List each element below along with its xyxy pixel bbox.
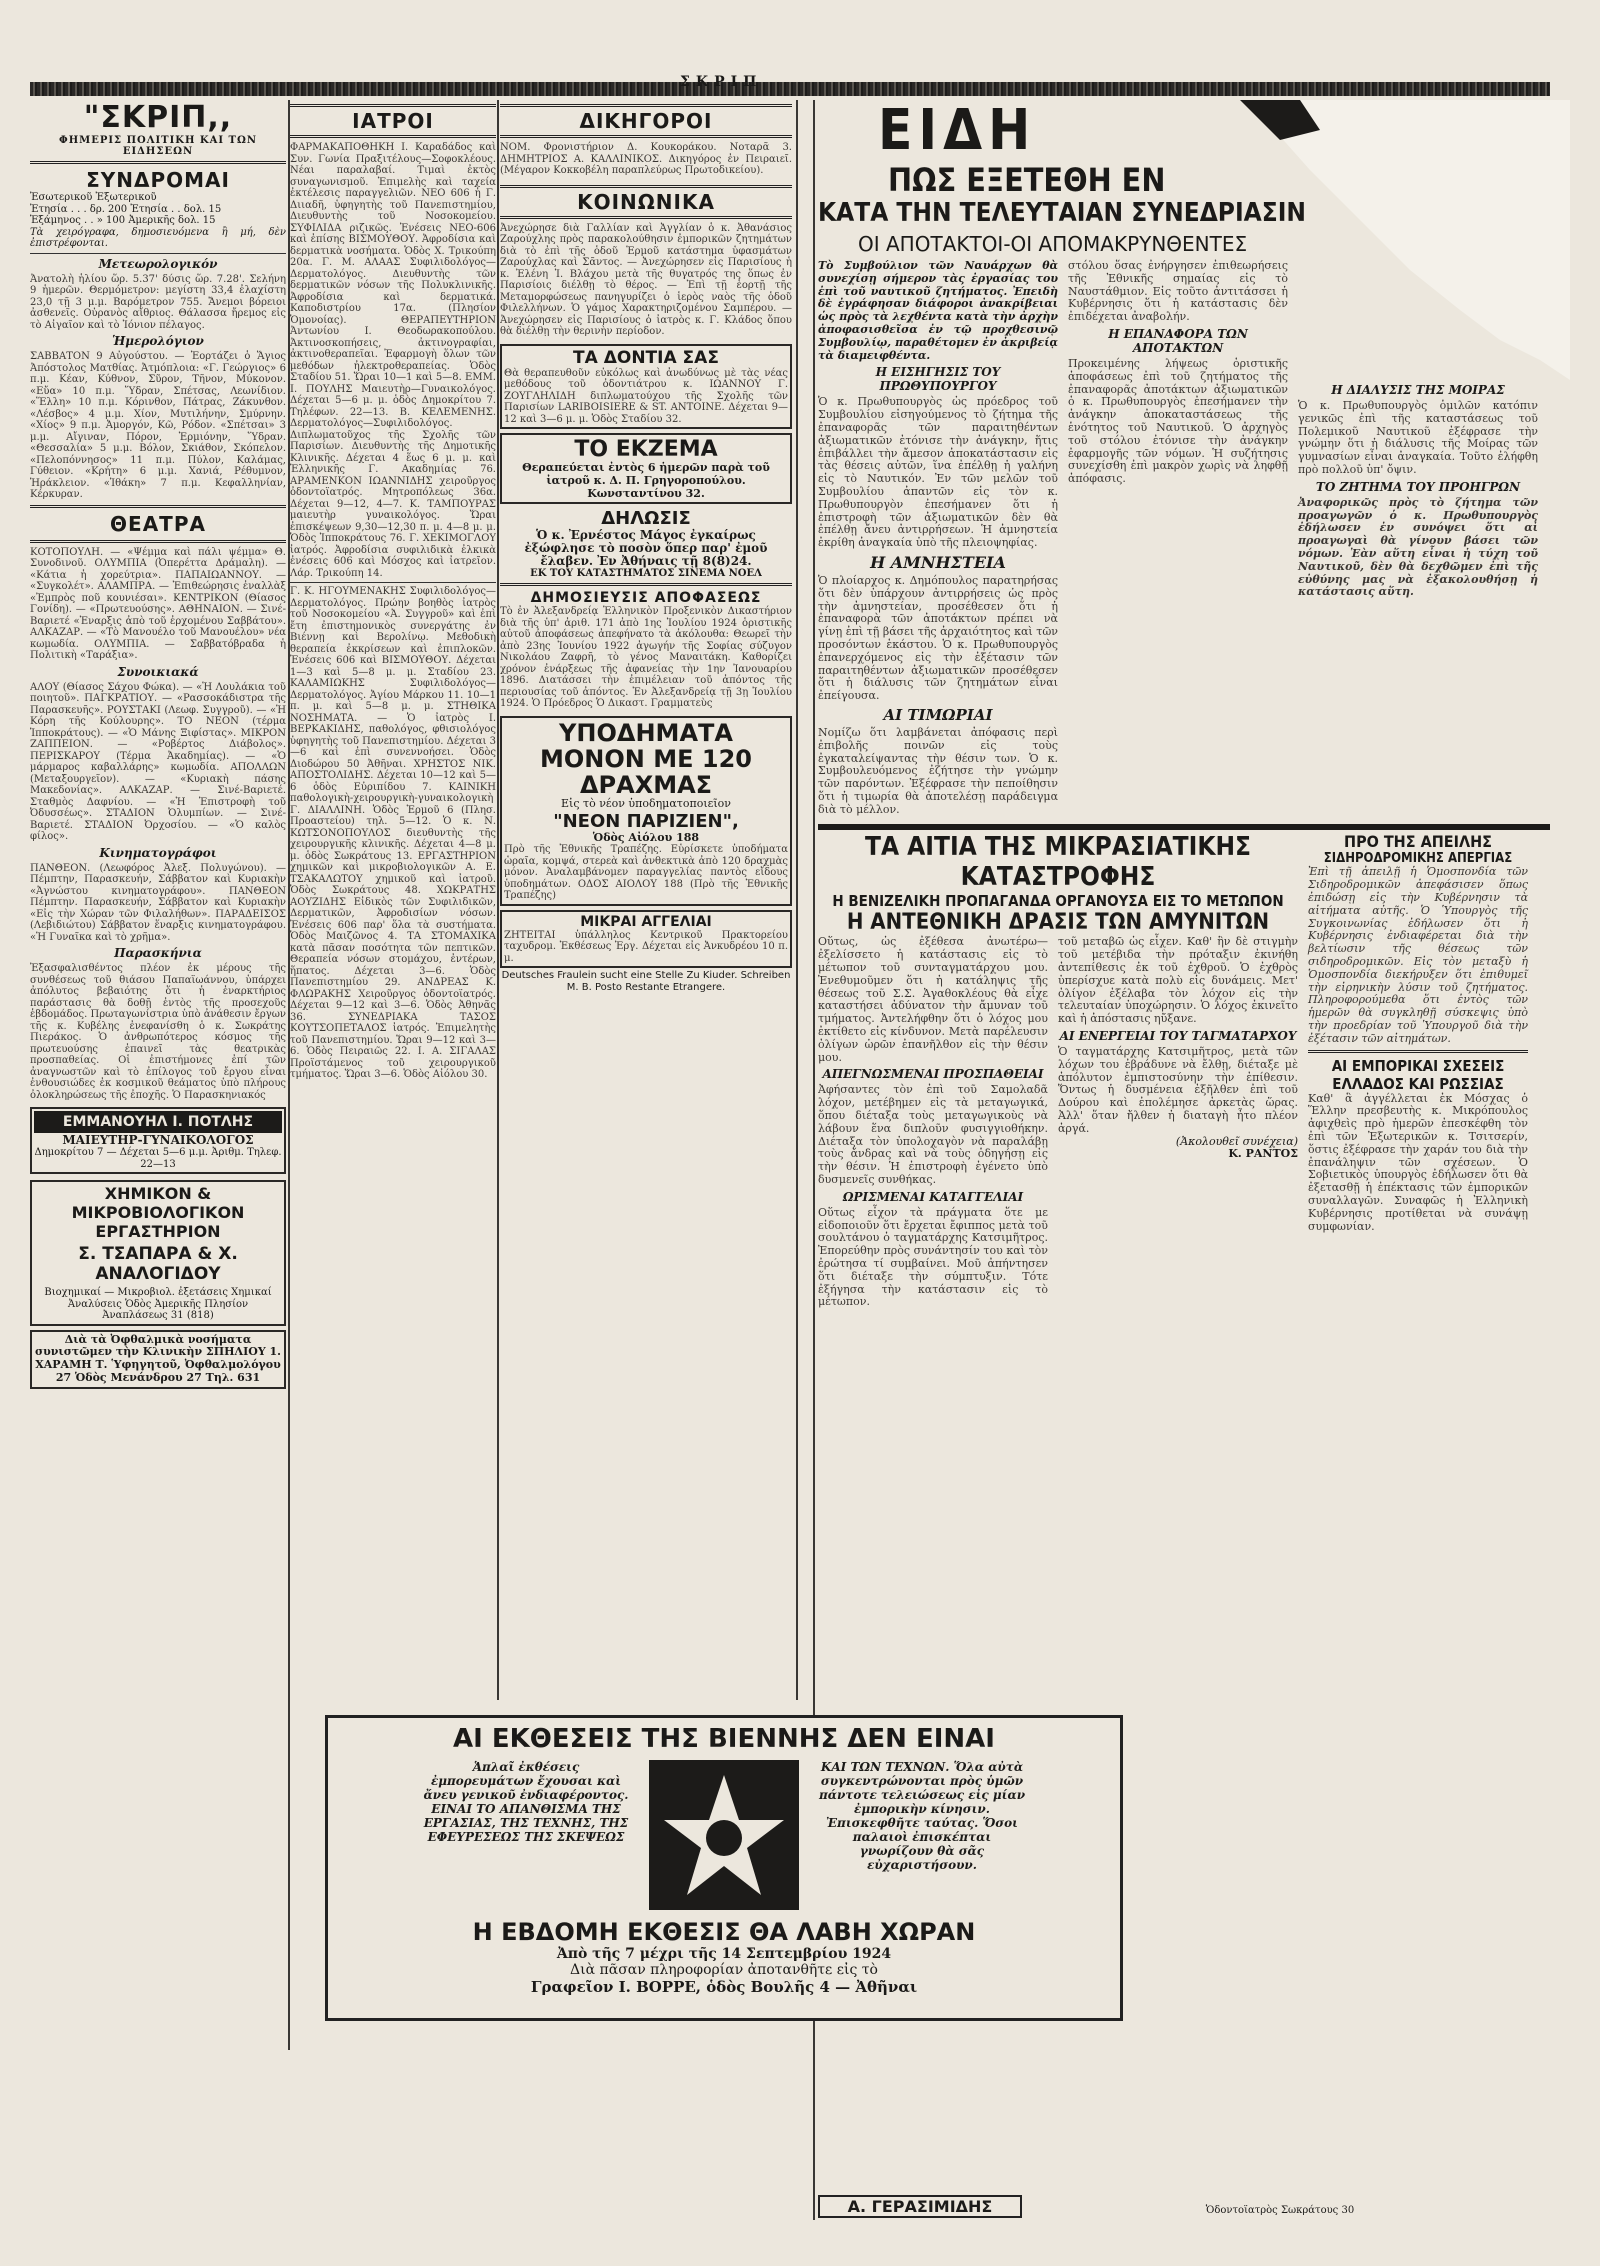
shoes-store: "ΝΕΟΝ ΠΑΡΙΖΙΕΝ", bbox=[553, 810, 739, 832]
rail-title: ΠΡΟ ΤΗΣ ΑΠΕΙΛΗΣ bbox=[1344, 832, 1492, 852]
subscriptions-line: Ἐτησία . . . δρ. 200 Ἐτησία . . δολ. 15 bbox=[30, 203, 222, 215]
column-rule bbox=[497, 100, 499, 1700]
vienna-emblem-icon bbox=[649, 1760, 799, 1910]
lawyers-text: ΝΟΜ. Φρονιστήριον Δ. Κουκοράκου. Νοταρᾶ 3. ΔΗΜΗΤΡΙΟΣ Α. ΚΑΛΛΙΝΙΚΟΣ. Δικηγόρος ἐν Πειραιεῖ. (Μέγαρον Κοκκοβέλη παραπλεύρως Πρωτοδικείου). bbox=[500, 142, 792, 176]
divider bbox=[30, 540, 286, 543]
commerce-title: ΑΙ ΕΜΠΟΡΙΚΑΙ ΣΧΕΣΕΙΣ ΕΛΛΑΔΟΣ ΚΑΙ ΡΩΣΣΙΑΣ bbox=[1331, 1056, 1505, 1093]
backstage-text: Ἐξασφαλισθέντος πλέον ἐκ μέρους τῆς συνθέσεως τοῦ θιάσου Παπαϊωάννου, ὑπάρχει ἀπόλυτος βεβαιότης ὅτι ἡ ἐναρκτήριος παράστασις θὰ δοθῇ ἐντὸς τῆς προσεχοῦς ἑβδομάδος. Πρωταγωνίστρια ὑπὸ ἀνάθεσιν ἔργων τῆς κ. Κυβέλης ἐνεφανίσθη ὁ κ. Σωκράτης Πιεράκος. Ὁ ἀνθρωπότερος κόσμος τῆς πρωτευούσης ἐπαινεῖ τὰς θεατρικὰς προσπαθείας. Οἱ ἐπιστήμονες ἐπί τῶν ἀναγνωστῶν καὶ τὸ ἐπίλογος τοῦ ἔργου εἶναι ἐνθουσιώδες ἐκ κοσμικοῦ θεάματος ὑπὸ πλήρους ὀλοκληρώσεως τῆς ἐποχῆς. Ὁ Παρασκηνιακός bbox=[30, 963, 286, 1101]
publication-title: ΔΗΜΟΣΙΕΥΣΙΣ ΑΠΟΦΑΣΕΩΣ bbox=[530, 590, 762, 607]
column-rule bbox=[796, 100, 798, 1700]
backstage-title: Παρασκήνια bbox=[114, 946, 202, 960]
vienna-body bbox=[328, 1760, 1120, 1910]
subhead-7: ΑΙ ΕΝΕΡΓΕΙΑΙ ΤΟΥ ΤΑΓΜΑΤΑΡΧΟΥ bbox=[1059, 1029, 1297, 1044]
lab-ad bbox=[30, 1180, 286, 1326]
cinema-title: Κινηματογράφοι bbox=[99, 845, 217, 860]
catastrophe-article bbox=[818, 832, 1298, 1309]
theatre-text: ΚΟΤΟΠΟΥΛΗ. — «Ψέμμα καὶ πάλι ψέμμα» Θ. Συνοδινοῦ. ΟΛΥΜΠΙΑ (Ὀπερέττα Δράμαλη). — «Κάτια ἡ χορεύτρια». ΠΑΠΑΙΩΑΝΝΟΥ. — «Συγκολέτ». ΑΛΑΜΠΡΑ. — Ἐπιθεώρησις ἐναλλὰξ «Ἐμπρὸς ποῦ κουνιέσαι». ΚΕΝΤΡΙΚΟΝ (Θίασος Γονίδη). — «Πρωτευούσης». ΑΘΗΝΑΙΟΝ. — Σινέ-Βαριετέ «Ἐναρξις ἀπὸ τοῦ ἐρχομένου Σαββάτου». ΑΛΚΑΖΑΡ. — «Τὸ Μανουέλο τοῦ Μανουέλου» νέα κωμωδία. ΟΛΥΜΠΙΑ. — Σαββατόβραδα ἡ Πολιτικὴ «Ταράξια». bbox=[30, 546, 286, 661]
dentist-title: ΤΑ ΔΟΝΤΙΑ ΣΑΣ bbox=[573, 347, 719, 368]
running-title: ΣΚΡΙΠ bbox=[680, 74, 763, 90]
eczema-title: ΤΟ ΕΚΖΕΜΑ bbox=[574, 437, 718, 462]
society-text: Ἀνεχώρησε διὰ Γαλλίαν καὶ Ἀγγλίαν ὁ κ. Ἀθανάσιος Ζαρούχλης πρὸς παρακολούθησιν ἐμπορικῶν ζητημάτων διὰ τὸ ἐπὶ τῆς ὁδοῦ Ἑρμοῦ κατάστημα ὑφασμάτων Ζαρούχλας καὶ Σᾶντος. — Ἀνεχώρησεν εἰς Παρισίους ἡ κ. Ἐλένη Ἰ. Βλάχου μετὰ τῆς θυγατρός της ὅπως ἐν Παρισίοις διέλθῃ τὸ θέρος. — Ἐπὶ τῇ ἑορτῇ τῆς Μεταμορφώσεως πανηγυρίζει ὁ ἱερὸς ναὸς τῆς ὁδοῦ Φιλελλήνων. Ὁ γάμος Χαρακτηριζομένου Σαμπέρου. — Ἀνεχώρησεν εἰς Παρισίους ὁ ἰατρὸς κ. Γ. Κλάδος ὅπου θὰ διέλθῃ τὴν θερινὴν περίοδον. bbox=[500, 222, 792, 337]
divider bbox=[30, 161, 286, 164]
lab-text: Βιοχημικαί — Μικροβιολ. ἐξετάσεις Χημικαί Ἀναλύσεις Ὁδὸς Ἀμερικῆς Πλησίον Ἀναπλάσεως 31 (818) bbox=[44, 1287, 272, 1321]
headline-main: ΕΙΔΗ bbox=[878, 100, 1037, 163]
german-notice: Deutsches Fraulein sucht eine Stelle Zu Kiuder. Schreiben M. B. Posto Restante Etrangere. bbox=[501, 970, 791, 993]
fair-title: Η ΕΒΔΟΜΗ ΕΚΘΕΣΙΣ ΘΑ ΛΑΒΗ ΧΩΡΑΝ bbox=[472, 1918, 976, 1946]
vienna-fair-ad bbox=[325, 1715, 1123, 2021]
page-top-rule bbox=[30, 82, 1550, 96]
subhead-3: ΑΙ ΤΙΜΩΡΙΑΙ bbox=[883, 705, 993, 724]
news-column-a bbox=[818, 260, 1058, 816]
fair-office: Γραφεῖον Ι. ΒΟΡΡΕ, ὁδὸς Βουλῆς 4 — Ἀθῆναι bbox=[530, 1978, 918, 1996]
subhead-5: ΑΠΕΓΝΩΣΜΕΝΑΙ ΠΡΟΣΠΑΘΕΙΑΙ bbox=[822, 1067, 1044, 1082]
potles-address: Δημοκρίτου 7 — Δέχεται 5—6 μ.μ. Ἀριθμ. Τηλεφ. 22—13 bbox=[34, 1147, 282, 1170]
lead-text: Τὸ Συμβούλιον τῶν Ναυάρχων θὰ συνεχίσῃ σήμερον τὰς ἐργασίας του ἐπὶ τοῦ ναυτικοῦ ζητήματος. Ἐπειδὴ δὲ ἐγράφησαν διάφοροι ἀνακρίβειαι ὡς πρὸς τὰ λεχθέντα κατὰ τὴν ἀρχὴν ἀποφασισθεῖσα ἐν τῷ προχθεσινῷ Συμβουλίῳ, παραθέτομεν ἐν ἀκριβείᾳ τὰ διαμειφθέντα. bbox=[818, 259, 1058, 362]
continued-text: στόλου ὅσας ἐνήργησεν ἐπιθεωρήσεις τῆς Ἐθνικῆς σημαίας εἰς τὸ Ναυστάθμιον. Εἰς τοῦτο ἀντιτάσσει ἡ Κυβέρνησις ὅτι ἡ κατάστασις δὲν ἐπιδέχεται ἀναβολήν. bbox=[1068, 259, 1288, 324]
headline-3: ΚΑΤΑ ΤΗΝ ΤΕΛΕΥΤΑΙΑΝ ΣΥΝΕΔΡΙΑΣΙΝ bbox=[818, 198, 1306, 228]
author-signature: Κ. ΡΑΝΤΟΣ bbox=[1228, 1147, 1298, 1161]
doctor-ad-potles bbox=[30, 1107, 286, 1174]
shoes-text: Εἰς τὸ νέον ὑποδηματοποιεῖον bbox=[561, 796, 731, 810]
dentist-ad bbox=[500, 344, 792, 430]
declaration-title: ΔΗΛΩΣΙΣ bbox=[601, 508, 691, 530]
suburban-title: Συνοικιακά bbox=[117, 664, 199, 679]
vienna-right-text: ΚΑΙ ΤΩΝ ΤΕΧΝΩΝ. Ὅλα αὐτὰ συγκεντρώνονται πρὸς ὑμῶν πάντοτε τελειώσεως εἰς μίαν ἐμπορικὴν κίνησιν. Ἐπισκεφθῆτε ταύτας. Ὅσοι παλαιοὶ ἐπισκέπται γνωρίζουν θὰ σᾶς εὐχαριστήσουν. bbox=[818, 1760, 1026, 1872]
calendar-text: ΣΑΒΒΑΤΟΝ 9 Αὐγούστου. — Ἑορτάζει ὁ Ἅγιος Ἀπόστολος Ματθίας. Ἀτμόπλοια: «Γ. Γεώργιος» 6 π.μ. Κέαν, Κύθνον, Σῦρον, Τῆνον, Μύκονον. «Εὔα» 10 π.μ. Ὕδραν, Σπέτσας, Λεωνίδιον. «Ἕλλη» 10 π.μ. Κόρινθον, Πάτρας, Ζάκυνθον. «Λέσβος» 4 μ.μ. Χίον, Μυτιλήνην, Σμύρνην. «Χίος» 9 π.μ. Ἀμοργόν, Κῶ, Ρόδον. «Σπέτσαι» 3 μ.μ. Αἴγιναν, Πόρον, Ἑρμιόνην, Ὕδραν. «Θεσσαλία» 5 μ.μ. Βόλον, Σκιάθον, Σκόπελον. «Πελοπόννησος» 11 π.μ. Πύλον, Καλάμας, Γύθειον. «Κρήτη» 6 μ.μ. Χανιά, Ρέθυμνον, Ἡράκλειον. «Ἰθάκη» 7 π.μ. Κεφαλληνίαν, Κέρκυραν. bbox=[30, 351, 286, 500]
eczema-ad bbox=[500, 433, 792, 504]
potles-name: ΕΜΜΑΝΟΥΗΛ Ι. ΠΟΤΛΗΣ bbox=[34, 1111, 282, 1133]
vienna-title: ΑΙ ΕΚΘΕΣΕΙΣ ΤΗΣ ΒΙΕΝΝΗΣ ΔΕΝ ΕΙΝΑΙ bbox=[453, 1724, 995, 1754]
dentist-signature-name: Α. ΓΕΡΑΣΙΜΙΔΗΣ bbox=[847, 2197, 993, 2216]
masthead: "ΣΚΡΙΠ,, bbox=[83, 100, 233, 135]
divider bbox=[500, 583, 792, 586]
subscriptions-title: ΣΥΝΔΡΟΜΑΙ bbox=[86, 168, 230, 192]
torn-paper-area bbox=[1240, 100, 1570, 380]
subhead-6-text: Οὕτως εἶχον τὰ πράγματα ὅτε με εἰδοποιοῦν ὅτι ἔρχεται ἔφιππος μετὰ τοῦ σουλτάνου ὁ ταγματάρχης Κατσιμῆτρος. Ἐπορεύθην πρὸς συνάντησίν του καὶ τὸν ἐρώτησα τί συμβαίνει. Μοῦ ἀπήντησεν ὅτι διέταξε τὴν σύμπτυξιν. Τότε ἐξήγησα τὴν κατάστασιν εἰς τὸ μέτωπον. bbox=[818, 1205, 1048, 1309]
subhead-4: Η ΕΠΑΝΑΦΟΡΑ ΤΩΝ ΑΠΟΤΑΚΤΩΝ bbox=[1108, 326, 1248, 355]
doctors-title: ΙΑΤΡΟΙ bbox=[290, 104, 496, 138]
subscriptions-line: Ἑξάμηνος . . » 100 Ἀμερικῆς δολ. 15 bbox=[30, 215, 216, 226]
doctors-text-2: Γ. Κ. ΗΓΟΥΜΕΝΑΚΗΣ Συφιλιδολόγος—Δερματολόγος. Πρώην βοηθὸς ἰατρὸς τοῦ Νοσοκομείου «Ἀ. Συγγροῦ» καὶ ἐπὶ ἔτη ἐπιστημονικὸς συνεργάτης ἐν Βιέννῃ καὶ Βερολίνῳ. Μεθοδικὴ θεραπεία ἐκκρίσεων καὶ ἐπιπλοκῶν. Ἐνέσεις 606 καὶ ΒΙΣΜΟΥΘΟΥ. Δέχεται 1—3 καὶ 5—8 μ. μ. Σταδίου 23. ΚΑΛΑΜΙΩΚΗΣ Συφιλιδολόγος—Δερματολόγος. Ἀγίου Μάρκου 11. 10—1 π. μ. καὶ 5—8 μ. μ. ΣΤΗΘΙΚΑ ΝΟΣΗΜΑΤΑ. — Ὁ ἰατρὸς Ι. ΒΕΡΚΑΚΙΔΗΣ, παθολόγος, φθισιολόγος ὑφηγητὴς τοῦ Πανεπιστημίου. Δέχεται 3—6 καὶ ἐπὶ συνεννοήσει. Ὁδὸς Διοδώρου 50 Ἀθῆναι. ΧΡΗΣΤΟΣ ΝΙΚ. ΑΠΟΣΤΟΛΙΔΗΣ. Δέχεται 10—12 καὶ 5—6 ὁδὸς Εὐριπίδου 7. ΚΑΙΝΙΚΗ παθολογικὴ-χειρουργικὴ-γυναικολογικὴ Γ. ΔΙΑΛΛΙΝΗ. Ὁδὸς Ἑρμοῦ 6 (Πλησ. Προαστείου) τηλ. 5—12. Ὁ κ. Ν. ΚΩΤΣΟΝΟΠΟΥΛΟΣ διευθυντὴς τῆς χειρουργικῆς κλινικῆς. Δέχεται 4—8 μ. μ. ὁδὸς Σωκράτους 13. ΕΡΓΑΣΤΗΡΙΟΝ χημικῶν καὶ μικροβιολογικῶν Α. Ε. ΤΣΑΚΑΛΩΤΟΥ χημικοῦ καὶ ἰατροῦ. Ὁδὸς Σωκράτους 48. ΧΩΚΡΑΤΗΣ ΑΟΥΖΙΔΗΣ Εἰδικὸς τῶν Συφιλιδικῶν, Δερματικῶν, Ἀφροδισίων νόσων. Ἐνέσεις 606 παρ' ὅλα τὰ συστήματα. Ὁδὸς Μαιζῶνος 4. ΤΑ ΣΤΟΜΑΧΙΚΑ κατὰ πᾶσαν ποσότητα τῶν πεπτικῶν. Θεραπεία νόσων στομάχου, ἐντέρων, ἥπατος. Δέχεται 3—6. Ὁδὸς Πανεπιστημίου 29. ΑΝΔΡΕΑΣ Κ. ΦΛΩΡΑΚΗΣ Χειροῦργος ὀδοντοϊατρός. Δέχεται 9—12 καὶ 3—6. Ὁδὸς Ἀθηνᾶς 36. ΣΥΝΕΔΡΙΑΚΑ ΤΑΣΟΣ ΚΟΥΤΣΟΠΕΤΑΛΟΣ ἰατρός. Ἐπιμελητὴς τοῦ Πανεπιστημίου. Ὥραι 9—12 καὶ 3—6. Ὁδὸς Πειραιῶς 22. Ι. Α. ΣΙΓΑΛΑΣ Προϊστάμενος τοῦ χειρουργικοῦ τμήματος. Ὥραι 3—6. Ὁδὸς Αἰόλου 30. bbox=[290, 586, 496, 1080]
masthead-sub: ΦΗΜΕΡΙΣ ΠΟΛΙΤΙΚΗ ΚΑΙ ΤΩΝ ΕΙΔΗΣΕΩΝ bbox=[58, 135, 258, 157]
subhead-3-text: Νομίζω ὅτι λαμβάνεται ἀπόφασις περὶ ἐπιβολῆς ποινῶν εἰς τοὺς ἐγκαταλείψαντας τὴν θέσιν των. Ὁ κ. Συμβουλευόμενος ἐζήτησε τὴν γνώμην τῶν παρόντων. Ἐξέφρασε τὴν πεποίθησιν ὅτι ἡ τιμωρία θὰ ἀποτελέσῃ παράδειγμα διὰ τὸ μέλλον. bbox=[818, 725, 1058, 816]
catastrophe-title: ΤΑ ΑΙΤΙΑ ΤΗΣ ΜΙΚΡΑΣΙΑΤΙΚΗΣ ΚΑΤΑΣΤΡΟΦΗΣ bbox=[864, 832, 1252, 893]
catastrophe-col-b bbox=[1058, 936, 1298, 1309]
shoes-text-2: Πρὸ τῆς Ἐθνικῆς Τραπέζης. Εὑρίσκετε ὑποδήματα ὡραῖα, κομψά, στερεὰ καὶ ἀνθεκτικὰ ἀπὸ 120 δραχμὰς μόνον. Ἀναλαμβάνομεν παραγγελίας παντὸς εἴδους ὑποδημάτων. ΟΔΟΣ ΑΙΟΛΟΥ 188 (Πρὸ τῆς Ἐθνικῆς Τραπέζης) bbox=[504, 844, 788, 902]
headline-4: ΟΙ ΑΠΟΤΑΚΤΟΙ-ΟΙ ΑΠΟΜΑΚΡΥΝΘΕΝΤΕΣ bbox=[858, 232, 1248, 256]
eye-clinic-ad bbox=[30, 1330, 286, 1389]
side-subhead-1: Η ΔΙΑΛΥΣΙΣ ΤΗΣ ΜΟΙΡΑΣ bbox=[1331, 383, 1505, 397]
theatre-title: ΘΕΑΤΡΑ bbox=[110, 511, 206, 536]
meteo-text: Ἀνατολὴ ἡλίου ὥρ. 5.37' δύσις ὥρ. 7.28'. Σελήνη 9 ἡμερῶν. Θερμόμετρον: μεγίστη 33,4 ἐλαχίστη 23,0 τῇ 3 μ.μ. Βαρόμετρον 755. Ἄνεμοι βόρειοι ἀσθενεῖς. Οὐρανὸς αἴθριος. Θάλασσα ἤρεμος εἰς τὸ Αἰγαῖον καὶ τὸ Ἰόνιον πέλαγος. bbox=[30, 273, 286, 331]
lab-title: ΧΗΜΙΚΟΝ & ΜΙΚΡΟΒΙΟΛΟΓΙΚΟΝ ΕΡΓΑΣΤΗΡΙΟΝ bbox=[71, 1184, 245, 1241]
dentist-signature-sub: Ὁδοντοϊατρὸς Σωκράτους 30 bbox=[1205, 2205, 1355, 2216]
subhead-2: Η ΑΜΝΗΣΤΕΙΑ bbox=[870, 552, 1006, 572]
calendar-title: Ἡμερολόγιον bbox=[112, 334, 204, 348]
dentist-text: Θὰ θεραπευθοῦν εὐκόλως καὶ ἀνωδύνως μὲ τὰς νέας μεθόδους τοῦ ὀδοντιάτρου κ. ΙΩΑΝΝΟΥ Γ. ΖΟΥΓΛΗΛΙΔΗ διπλωματούχου τῆς Σχολῆς τῶν Παρισίων LARIBOISIERE & ST. ANTOINE. Δέχεται 9—12 καὶ 3—6 μ. μ. Ὁδὸς Σταδίου 32. bbox=[504, 367, 788, 425]
catastrophe-text-b: τοῦ μεταβῶ ὡς εἶχεν. Καθ' ἣν δὲ στιγμὴν τοῦ μετέβιδα τὴν πρόταξιν ἐκινήθη ἀντεπίθεσις ἐκ τοῦ ἐχθροῦ. Ὁ ἐχθρὸς ὑπερίσχυε κατὰ πολὺ εἰς δυνάμεις. Μετ' ὀλίγον ἐξέλαβα τὸν λόχον εἰς τὴν τελευταίαν ὑποχώρησιν. Ὁ λόχος ἐκινεῖτο καὶ ἡ ἀπόστασις ηὔξανε. bbox=[1058, 935, 1298, 1026]
lab-names: Σ. ΤΣΑΠΑΡΑ & Χ. ΑΝΑΛΟΓΙΔΟΥ bbox=[78, 1244, 238, 1284]
declaration-text: Ὁ κ. Ἐρνέστος Μάγος ἐγκαίρως ἐξώφλησε τὸ ποσὸν ὅπερ παρ' ἐμοῦ ἔλαβεν. Ἐν Ἀθήναις τῇ 8(8)24. bbox=[524, 528, 768, 568]
divider bbox=[290, 582, 496, 583]
divider bbox=[30, 253, 286, 254]
declaration bbox=[500, 508, 792, 579]
dentist-signature-box bbox=[818, 2195, 1022, 2218]
headline-2: ΠΩΣ ΕΞΕΤΕΘΗ ΕΝ bbox=[888, 161, 1166, 199]
catastrophe-sub-2: Η ΑΝΤΕΘΝΙΚΗ ΔΡΑΣΙΣ ΤΩΝ ΑΜΥΝΙΤΩΝ bbox=[846, 910, 1270, 936]
side-subhead-2: ΤΟ ΖΗΤΗΜΑ ΤΟΥ ΠΡΟΗΓΡΩΝ bbox=[1315, 479, 1521, 494]
manuscript-notice: Τὰ χειρόγραφα, δημοσιευόμενα ἢ μή, δὲν ἐπιστρέφονται. bbox=[30, 226, 286, 249]
suburban-text: ΑΛΟΥ (Θίασος Σάχου Φώκα). — «Ἡ Λουλάκια τοῦ ποιητοῦ». ΠΑΓΚΡΑΤΙΟΥ. — «Ρασσοκάδιστρα τῆς Παρασκευῆς». ΡΟΥΣΤΑΚΙ (Λεωφ. Συγγροῦ). — «Ἡ Κόρη τῆς Κούλουρης». ΤΟ ΝΕΟΝ (τέρμα Ἱπποκράτους). — «Ὁ Μάνης Ξιφίστας». ΜΙΚΡΟΝ ΖΑΠΠΕΙΟΝ. — «Ροβέρτος Διάβολος». ΠΕΡΙΣΚΑΡΟΥ (Τέρμα Ἀκαδημίας). — «Ὁ μάρμαρος καβαλλάρης» κωμωδία. ΑΠΟΛΛΩΝ (Μεταξουργεῖον). — «Κυριακὴ πάσης Μακεδονίας». ΑΛΚΑΖΑΡ. — Σινέ-Βαριετέ. Σταθμὸς Δαφνίου. — «Ἡ Ἐπιστροφὴ τοῦ Ὀδυσσέως». ΣΤΑΔΙΟΝ Ὀλυμπίων. — Σινέ-Βαριετέ. ΣΤΑΔΙΟΝ Ὀρχοσίου. — «Ὁ καλὸς φίλος». bbox=[30, 681, 286, 842]
classifieds bbox=[500, 910, 792, 969]
divider bbox=[1308, 1050, 1528, 1053]
side-subhead-2-text: Ἀναφορικῶς πρὸς τὸ ζήτημα τῶν προαγωγῶν ὁ κ. Πρωθυπουργὸς ἐδήλωσεν ἐν συνόψει ὅτι αἱ προαγωγαὶ θὰ γίνουν βάσει τῶν νόμων. Ἐὰν αὕτη εἶναι ἡ τύχη τοῦ Ναυτικοῦ, δὲν θὰ δεχθῶμεν ἐπὶ τῆς εὐθύνης μας νὰ ἐξακολουθήσῃ ἡ κατάστασις αὕτη. bbox=[1298, 495, 1538, 599]
lower-section bbox=[818, 832, 1550, 1309]
side-subhead-1-text: Ὁ κ. Πρωθυπουργὸς ὁμιλῶν κατόπιν γενικῶς ἐπὶ τῆς καταστάσεως τοῦ Πολεμικοῦ Ναυτικοῦ ἐξέφρασε τὴν γνώμην ὅτι ἡ διάλυσις τῆς Μοίρας τῶν γυμνασίων εἶναι ἀναγκαία. Τοῦτο ἐλήφθη πρὸ πολλοῦ ὑπ' ὄψιν. bbox=[1298, 399, 1538, 476]
publication-text: Τὸ ἐν Ἀλεξανδρείᾳ Ἑλληνικὸν Προξενικὸν Δικαστήριον διὰ τῆς ὑπ' ἀριθ. 171 ἀπὸ 1ης Ἰουλίου 1924 ὁριστικῆς αὐτοῦ ἀποφάσεως ἀπεφήνατο τὰ ἀκόλουθα: Θεωρεῖ τὴν ἀπὸ 23ης Ἰουνίου 1922 ἀγωγήν τῆς Σοφίας σύζυγον Νικολάου Ζαφρῆ, τὸ γένος Μαναιτάκη. Καθορίζει χρόνον ἐνάρξεως τῆς ἀφανείας τὴν 1ην Ἰανουαρίου 1896. Διατάσσει τὴν ἐπιμέλειαν τοῦ ἀπόντος τῆς περιουσίας τοῦ ἀπόντος. Ἐν Ἀλεξανδρείᾳ τῇ 3ῃ Ἰουλίου 1924. Ὁ Πρόεδρος Ὁ Δικαστ. Γραμματεὺς bbox=[500, 606, 792, 710]
subhead-6: ΩΡΙΣΜΕΝΑΙ ΚΑΤΑΓΓΕΛΙΑΙ bbox=[842, 1189, 1024, 1204]
catastrophe-text: Οὕτως, ὡς ἐξέθεσα ἀνωτέρω—ἐξελίσσετο ἡ κατάστασις εἰς τὸ μέτωπον τοῦ συνταγματάρχου μου. Ἐνεθυμοῦμεν ὅτι ἡ κατάληψις τῆς θέσεως τοῦ Σ.Σ. Ἀγαθοκλέους θὰ εἶχε καταστήσει ἀδύνατον τὴν ἄμυναν τοῦ τμήματος. Ἀντελήφθην ὅτι ὁ λόχος μου ἐκτίθετο εἰς κίνδυνον. Μετὰ παρέλευσιν ὀλίγων ὡρῶν ἐπανῆλθον εἰς τὴν θέσιν μου. bbox=[818, 935, 1048, 1064]
subhead-1: Η ΕΙΣΗΓΗΣΙΣ ΤΟΥ ΠΡΩΘΥΠΟΥΡΓΟΥ bbox=[875, 365, 1001, 394]
society-title: ΚΟΙΝΩΝΙΚΑ bbox=[500, 185, 792, 219]
subhead-1-text: Ὁ κ. Πρωθυπουργὸς ὡς πρόεδρος τοῦ Συμβουλίου εἰσηγούμενος τὸ ζήτημα τῆς ἐπαναφορᾶς τῶν παραιτηθέντων ἀξιωματικῶν ἐτόνισε τὴν ἀνάγκην, ἥτις ἐπιβάλλει τὴν ἄμεσον ἀποκατάστασιν εἰς τὰς θέσεις αὐτῶν, ἵνα ἐπέλθῃ ἡ γαλήνη εἰς τὸ Ναυτικόν. Ἐν τῶν μελῶν τοῦ Συμβουλίου ἀπαντῶν εἰς τὸν κ. Πρωθυπουργὸν ἐπεσήμανεν ὅτι ἡ ἐπιστροφὴ τῶν ἀξιωματικῶν δὲν θὰ ἐπέλθῃ ἄνευ ἀντιρρήσεων. Ἡ ἀμνηστεία ἐκρίθη ἀναγκαία ὑπὸ τῆς πλειοψηφίας. bbox=[818, 395, 1058, 550]
torn-corner bbox=[1240, 100, 1570, 380]
lawyers-title: ΔΙΚΗΓΟΡΟΙ bbox=[500, 104, 792, 138]
eczema-text: Θεραπεύεται ἐντὸς 6 ἡμερῶν παρὰ τοῦ ἰατροῦ κ. Δ. Π. Γρηγοροπούλου. Κωνσταντίνου 32. bbox=[522, 461, 770, 500]
rail-sub: ΣΙΔΗΡΟΔΡΟΜΙΚΗΣ ΑΠΕΡΓΙΑΣ bbox=[1323, 851, 1513, 867]
subhead-7-text: Ὁ ταγματάρχης Κατσιμῆτρος, μετὰ τῶν λόχων του ἐβράδυνε νὰ ἔλθῃ, διέταξε μὲ ἀπόλυτον ἐμπιστοσύνην τὴν ἐπίθεσιν. Ὅντως ἡ δυσμένεια ἐξῆλθεν ἐπὶ τοῦ Δούρου καὶ ἐπολέμησε ἀρκετὰς ὥρας. Ἀλλ' ὅταν ἤλθεν ἡ διαταγὴ ἦτο πλέον ἀργά. bbox=[1058, 1045, 1298, 1135]
doctors-text: ΦΑΡΜΑΚΑΠΟΘΗΚΗ Ι. Καραδάδος καὶ Συν. Γωνία Πραξιτέλους—Σοφοκλέους. Νέαι παραλαβαί. Τιμαὶ ἐκτὸς συναγωνισμοῦ. Ἐπιμελὴς καὶ ταχεία ἐκτέλεσις παραγγελιῶν. ΝΕΟ 606 ἡ Γ. Διιαδῆ, ὑφηγητὴς τοῦ Πανεπιστημίου, Διευθυντὴς τοῦ Νοσοκομείου. ΣΥΦΙΛΙΔΑ ριζικῶς. Ἐνέσεις ΝΕΟ-606 καὶ ἐπίσης ΒΙΣΜΟΥΘΟΥ. Ἀφροδίσια καὶ δερματικὰ νοσήματα. Ὁδὸς Χ. Τρικούπη 20α. Γ. Μ. ΑΛΑΑΣ Συφιλιδολόγος—Δερματολόγος. Διευθυντὴς τῶν δερματικῶν νόσων τῆς Πολυκλινικῆς. Ἀφροδίσια καὶ δερματικά. Καποδιστρίου 17α. (Πλησίον Ὁμονοίας). ΘΕΡΑΠΕΥΤΗΡΙΟΝ Ἀντωνίου Ι. Θεοδωρακοπούλου. Ἀκτινοσκοπήσεις, ἀκτινογραφίαι, ἀκτινοθεραπεῖαι. Ἐφαρμογὴ ὅλων τῶν μεθόδων ἠλεκτροθεραπείας. Ὁδὸς Σταδίου 51. Ὥραι 10—1 καὶ 5—8. ΕΜΜ. Ι. ΠΟΥΛΗΣ Μαιευτὴρ—Γυναικολόγος. Δέχεται 5—6 μ. μ. ὁδὸς Δημοκρίτου 7. Τηλέφων. 22—13. Β. ΚΕΛΕΜΕΝΗΣ. Δερματολόγος—Συφιλιδολόγος. Διπλωματοῦχος τῆς Σχολῆς τῶν Παρισίων. Διευθυντὴς τῆς Δημοτικῆς Κλινικῆς. Δέχεται 4 ἕως 6 μ. μ. καὶ Ἑλληνικῆς Γ. Ακαδημίας 76. ΑΡΑΜΕΝΚΟΝ ΙΩΑΝΝΙΔΗΣ χειροῦργος ὀδοντοϊατρός. Μητροπόλεως 36α. Δέχεται 9—12, 4—7. Κ. ΤΑΜΠΟΥΡΑΣ μαιευτὴρ γυναικολόγος. Ὥραι ἐπισκέψεων 9,30—12,30 π. μ. 4—8 μ. μ. Ὁδὸς Ἱπποκράτους 76. Γ. ΧΕΚΙΜΟΓΛΟΥ ἰατρός. Ἀφροδίσια συφιλιδικὰ ἐλκικὰ ἐνέσεις 606 καὶ Μόσχος καὶ ἰατρεῖον. Λάρ. Τρικούπη 14. bbox=[290, 142, 496, 579]
column-1 bbox=[30, 100, 286, 2050]
shoes-ad bbox=[500, 716, 792, 906]
shoes-title: ΥΠΟΔΗΜΑΤΑ ΜΟΝΟΝ ΜΕ 120 ΔΡΑΧΜΑΣ bbox=[540, 718, 752, 799]
commerce-text: Καθ' ἃ ἀγγέλλεται ἐκ Μόσχας ὁ Ἕλλην πρεσβευτὴς κ. Μικρόπουλος ἀφιχθεὶς πρὸ ἡμερῶν ἐπεσκέφθη τὸν ἐπὶ τῶν Ἐξωτερικῶν κ. Τσιτσερίν, ὅστις ἐξέφρασε τὴν χαράν του διὰ τὴν ἐπανάληψιν τῶν σχέσεων. Ὁ Σοβιετικὸς ὑπουργὸς ἐδήλωσεν ὅτι θὰ ἐξετασθῇ ἡ ἐπέκτασις τῶν ἐμπορικῶν συναλλαγῶν. Συναφῶς ἡ Ἐλληνικὴ Κυβέρνησις προτίθεται νὰ συνάψῃ συμφωνίαν. bbox=[1308, 1091, 1528, 1233]
divider bbox=[30, 505, 286, 508]
subhead-2-text: Ὁ πλοίαρχος κ. Δημόπουλος παρατηρήσας ὅτι δὲν ὑπάρχουν ἀντιρρήσεις ὡς πρὸς τὴν ἀμνηστείαν, προσέθεσεν ὅτι ἡ ἐπαναφορὰ τῶν ἀποτάκτων πρέπει νὰ γίνῃ ἐπὶ τῇ βάσει τῆς ἀρχαιότητος καὶ τῶν προσόντων ἑκάστου. Ὁ κ. Πρωθυπουργὸς ἐπανερχόμενος εἰς τὴν ἐξέτασιν τῶν παραιτηθέντων ἀξιωματικῶν προσέθεσεν ὅτι ἡ διάλυσις τῶν ζητημάτων εἶναι ἐπείγουσα. bbox=[818, 573, 1058, 703]
classifieds-text: ΖΗΤΕΙΤΑΙ ὑπάλληλος Κεντρικοῦ Πρακτορείου ταχυδρομ. Ἐκθέσεως Ἐργ. Δέχεται εἰς Ἀνκυδρέου 10 π. μ. bbox=[504, 929, 788, 964]
catastrophe-sub: Η ΒΕΝΙΖΕΛΙΚΗ ΠΡΟΠΑΓΑΝΔΑ ΟΡΓΑΝΟΥΣΑ ΕΙΣ ΤΟ ΜΕΤΩΠΟΝ bbox=[832, 892, 1284, 911]
catastrophe-columns bbox=[818, 936, 1298, 1309]
rail-text: Ἐπὶ τῇ ἀπειλῇ ἡ Ὁμοσπονδία τῶν Σιδηροδρομικῶν ἀπεφάσισεν ὅπως ἐπιδώσῃ εἰς τὴν Κυβέρνησιν τὰ αἰτήματα αὐτῆς. Ὁ Ὑπουργὸς τῆς Συγκοινωνίας ἐδήλωσεν ὅτι ἡ Κυβέρνησις ἐνδιαφέρεται διὰ τὴν βελτίωσιν τῆς θέσεως τῶν σιδηροδρομικῶν. Εἰς τὸν μεταξὺ ἡ Ὁμοσπονδία διεκήρυξεν ὅτι ἐπιθυμεῖ τὴν εἰρηνικὴν λύσιν τοῦ ζητήματος. Πληροφορούμεθα ὅτι ἐντὸς τῶν ἡμερῶν θὰ συγκληθῇ σύσκεψις ὑπὸ τὴν προεδρίαν τοῦ Ὑπουργοῦ διὰ τὴν ἐξέτασιν τῶν αἰτημάτων. bbox=[1308, 865, 1528, 1045]
cinema-notice: ΕΚ ΤΟΥ ΚΑΤΑΣΤΗΜΑΤΟΣ ΣΙΝΕΜΑ ΝΟΕΛ bbox=[530, 567, 762, 579]
right-rail bbox=[1308, 832, 1528, 1309]
subhead-4-text: Προκειμένης λήψεως ὁριστικῆς ἀποφάσεως ἐπὶ τοῦ ζητήματος τῆς ἐπαναφορᾶς ἀποτάκτων ἀξιωματικῶν ὁ κ. Πρωθυπουργὸς ἐπεσήμανεν τὴν ἀνάγκην ἀποκαταστάσεως τῆς ἑνότητος τοῦ Ναυτικοῦ. Ὁ ἀρχηγὸς τοῦ στόλου ἐτόνισε τὴν ἀνάγκην ἐφαρμογῆς τῶν νόμων. Ἡ συζήτησις συνεχίσθη ἐπὶ μακρὸν χωρὶς νὰ ληφθῇ ἀπόφασις. bbox=[1068, 356, 1288, 486]
shoes-address: Ὁδὸς Αἰόλου 188 bbox=[592, 830, 700, 844]
vienna-left-text: Ἁπλαῖ ἐκθέσεις ἐμπορευμάτων ἔχουσαι καὶ ἄνευ γενικοῦ ἐνδιαφέροντος. ΕΙΝΑΙ ΤΟ ΑΠΑΝΘΙΣΜΑ ΤΗΣ ΕΡΓΑΣΙΑΣ, ΤΗΣ ΤΕΧΝΗΣ, ΤΗΣ ΕΦΕΥΡΕΣΕΩΣ ΤΗΣ ΣΚΕΨΕΩΣ bbox=[423, 1760, 629, 1844]
continued-note: (Ἀκολουθεῖ συνέχεια) bbox=[1175, 1134, 1298, 1148]
subhead-5-text: Ἀφήσαντες τὸν ἐπὶ τοῦ Σαμολαδᾶ λόχον, μετέβημεν εἰς τὰ μεταγωγικά, ὅπου διέταξα τοὺς μεταγωγικοὺς νὰ λάβουν ἕνα διπλοῦν φυσιγγιοθήκην. Διέταξα τὸν ὑπολοχαγὸν νὰ παραλάβῃ τοὺς ἄνδρας καὶ νὰ τοὺς ὁδηγήσῃ εἰς τὴν θέσιν. Ἡ ἐπιστροφὴ ἐγένετο ὑπὸ δυσμενεῖς συνθήκας. bbox=[818, 1083, 1048, 1187]
meteo-title: Μετεωρολογικόν bbox=[98, 256, 218, 271]
fair-dates: Ἀπὸ τῆς 7 μέχρι τῆς 14 Σεπτεμβρίου 1924 bbox=[556, 1946, 892, 1962]
cinema-text: ΠΑΝΘΕΟΝ. (Λεωφόρος Ἀλεξ. Πολυγώνου). — Πέμπτην, Παρασκευήν, Σάββατον καὶ Κυριακὴν «Ἀγνώστου κινηματογράφου». ΠΑΝΘΕΟΝ Πέμπτην. Παρασκευήν, Σάββατον καὶ Κυριακὴν «Εἰς τὴν Χώραν τῶν Φιλαλήθων». ΠΑΡΑΔΕΙΣΟΣ (Λεβιδιώτου) Σάββατον ἕναρξις κινηματογράφου. «Ἡ Γυναῖκα καὶ τὸ χρῆμα». bbox=[30, 862, 286, 943]
subscriptions-line: Ἐσωτερικοῦ Ἐξωτερικοῦ bbox=[30, 192, 157, 203]
potles-title: ΜΑΙΕΥΤΗΡ-ΓΥΝΑΙΚΟΛΟΓΟΣ bbox=[62, 1133, 254, 1147]
section-rule bbox=[818, 824, 1550, 830]
eye-clinic-text: Διὰ τὰ Ὀφθαλμικὰ νοσήματα συνιστῶμεν τὴν Κλινικὴν ΣΠΗΛΙΟΥ 1. ΧΑΡΑΜΗ Τ. Ὑφηγητοῦ, Ὀφθαλμολόγου 27 Ὁδὸς Μενάνδρου 27 Τηλ. 631 bbox=[35, 1332, 281, 1384]
catastrophe-col-a bbox=[818, 936, 1048, 1309]
fair-info: Διὰ πᾶσαν πληροφορίαν ἀποτανθῆτε εἰς τὸ bbox=[570, 1962, 878, 1978]
classifieds-title: ΜΙΚΡΑΙ ΑΓΓΕΛΙΑΙ bbox=[580, 913, 712, 930]
